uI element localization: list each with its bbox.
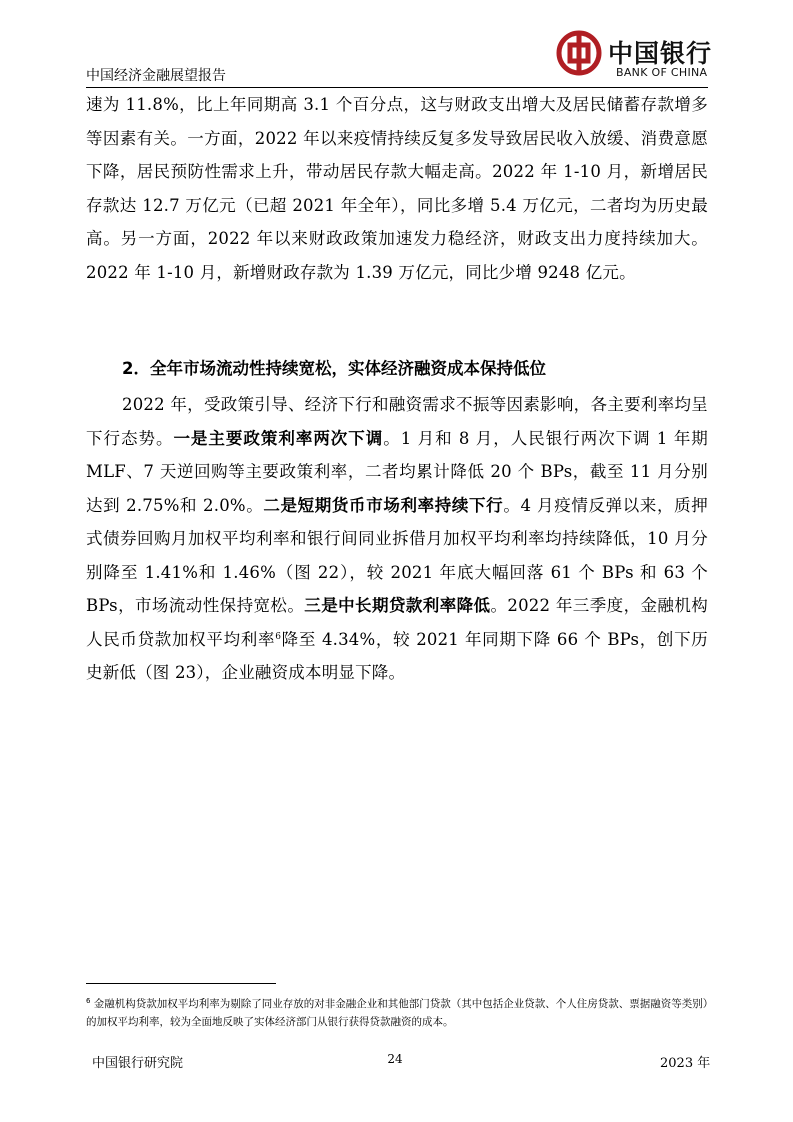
report-title: 中国经济金融展望报告 <box>86 68 226 84</box>
footnote-text: 金融机构贷款加权平均利率为剔除了同业存放的对非金融企业和其他部门贷款（其中包括企业贷款、个人住房贷款、票据融资等类别）的加权平均利率，较为全面地反映了实体经济部门从银行获得贷款融资的成本。 <box>86 998 709 1028</box>
text-segment: 。2022 年三季度，金融机构人民币贷款加权平均利率 <box>86 596 708 649</box>
text-segment: 。4 月疫情反弹以来，质押式债券回购月加权平均利率和银行间同业拆借月加权平均利率均持续降低，10 月分别降至 1.41%和 1.46%（图 22），较 2021 年底大幅回落 61 个 BPs 和 63 个 BPs，市场流动性保持宽松。 <box>86 495 709 615</box>
text-segment: 降至 4.34%，较 2021 年同期下降 66 个 BPs，创下历史新低（图 23），企业融资成本明显下降。 <box>86 629 708 682</box>
bank-of-china-logo <box>556 28 716 84</box>
paragraph-interest-rates <box>86 388 708 690</box>
footnote-divider <box>86 983 276 984</box>
footnote-reference[interactable]: 6 <box>275 631 282 642</box>
bold-point-two: 二是短期货币市场利率持续下行 <box>263 495 504 515</box>
footer-year: 2023 年 <box>660 1056 711 1071</box>
footnote <box>86 995 710 1031</box>
footer-institute: 中国银行研究院 <box>92 1056 184 1071</box>
paragraph-deposits: 速为 11.8%，比上年同期高 3.1 个百分点，这与财政支出增大及居民储蓄存款增多等因素有关。一方面，2022 年以来疫情持续反复多发导致居民收入放缓、消费意愿下降，居民预防性需求上升，带动居民存款大幅走高。2022 年 1-10 月，新增居民存款达 12.7 万亿元（已超 2021 年全年），同比多增 5.4 万亿元，二者均为历史最高。另一方面，2022 年以来财政政策加速发力稳经济，财政支出力度持续加大。2022 年 1-10 月，新增财政存款为 1.39 万亿元，同比少增 9248 亿元。 <box>86 95 708 282</box>
text-segment: 。1 月和 8 月，人民银行两次下调 1 年期 MLF、7 天逆回购等主要政策利率，二者均累计降低 20 个 BPs，截至 11 月分别达到 2.75%和 2.0%。 <box>86 428 709 515</box>
page-number: 24 <box>387 1052 403 1066</box>
bold-point-three: 三是中长期贷款利率降低 <box>304 596 491 615</box>
section-heading: 2．全年市场流动性持续宽松，实体经济融资成本保持低位 <box>122 359 546 378</box>
logo-chinese-text: 中国银行 <box>608 39 713 68</box>
footnote-mark: 6 <box>86 997 91 1005</box>
logo-english-text: BANK OF CHINA <box>616 66 708 79</box>
bold-point-one: 一是主要政策利率两次下调 <box>173 428 384 448</box>
text-segment: 2022 年，受政策引导、经济下行和融资需求不振等因素影响，各主要利率均呈下行态势。 <box>86 395 708 448</box>
bank-of-china-emblem-icon <box>556 30 602 76</box>
